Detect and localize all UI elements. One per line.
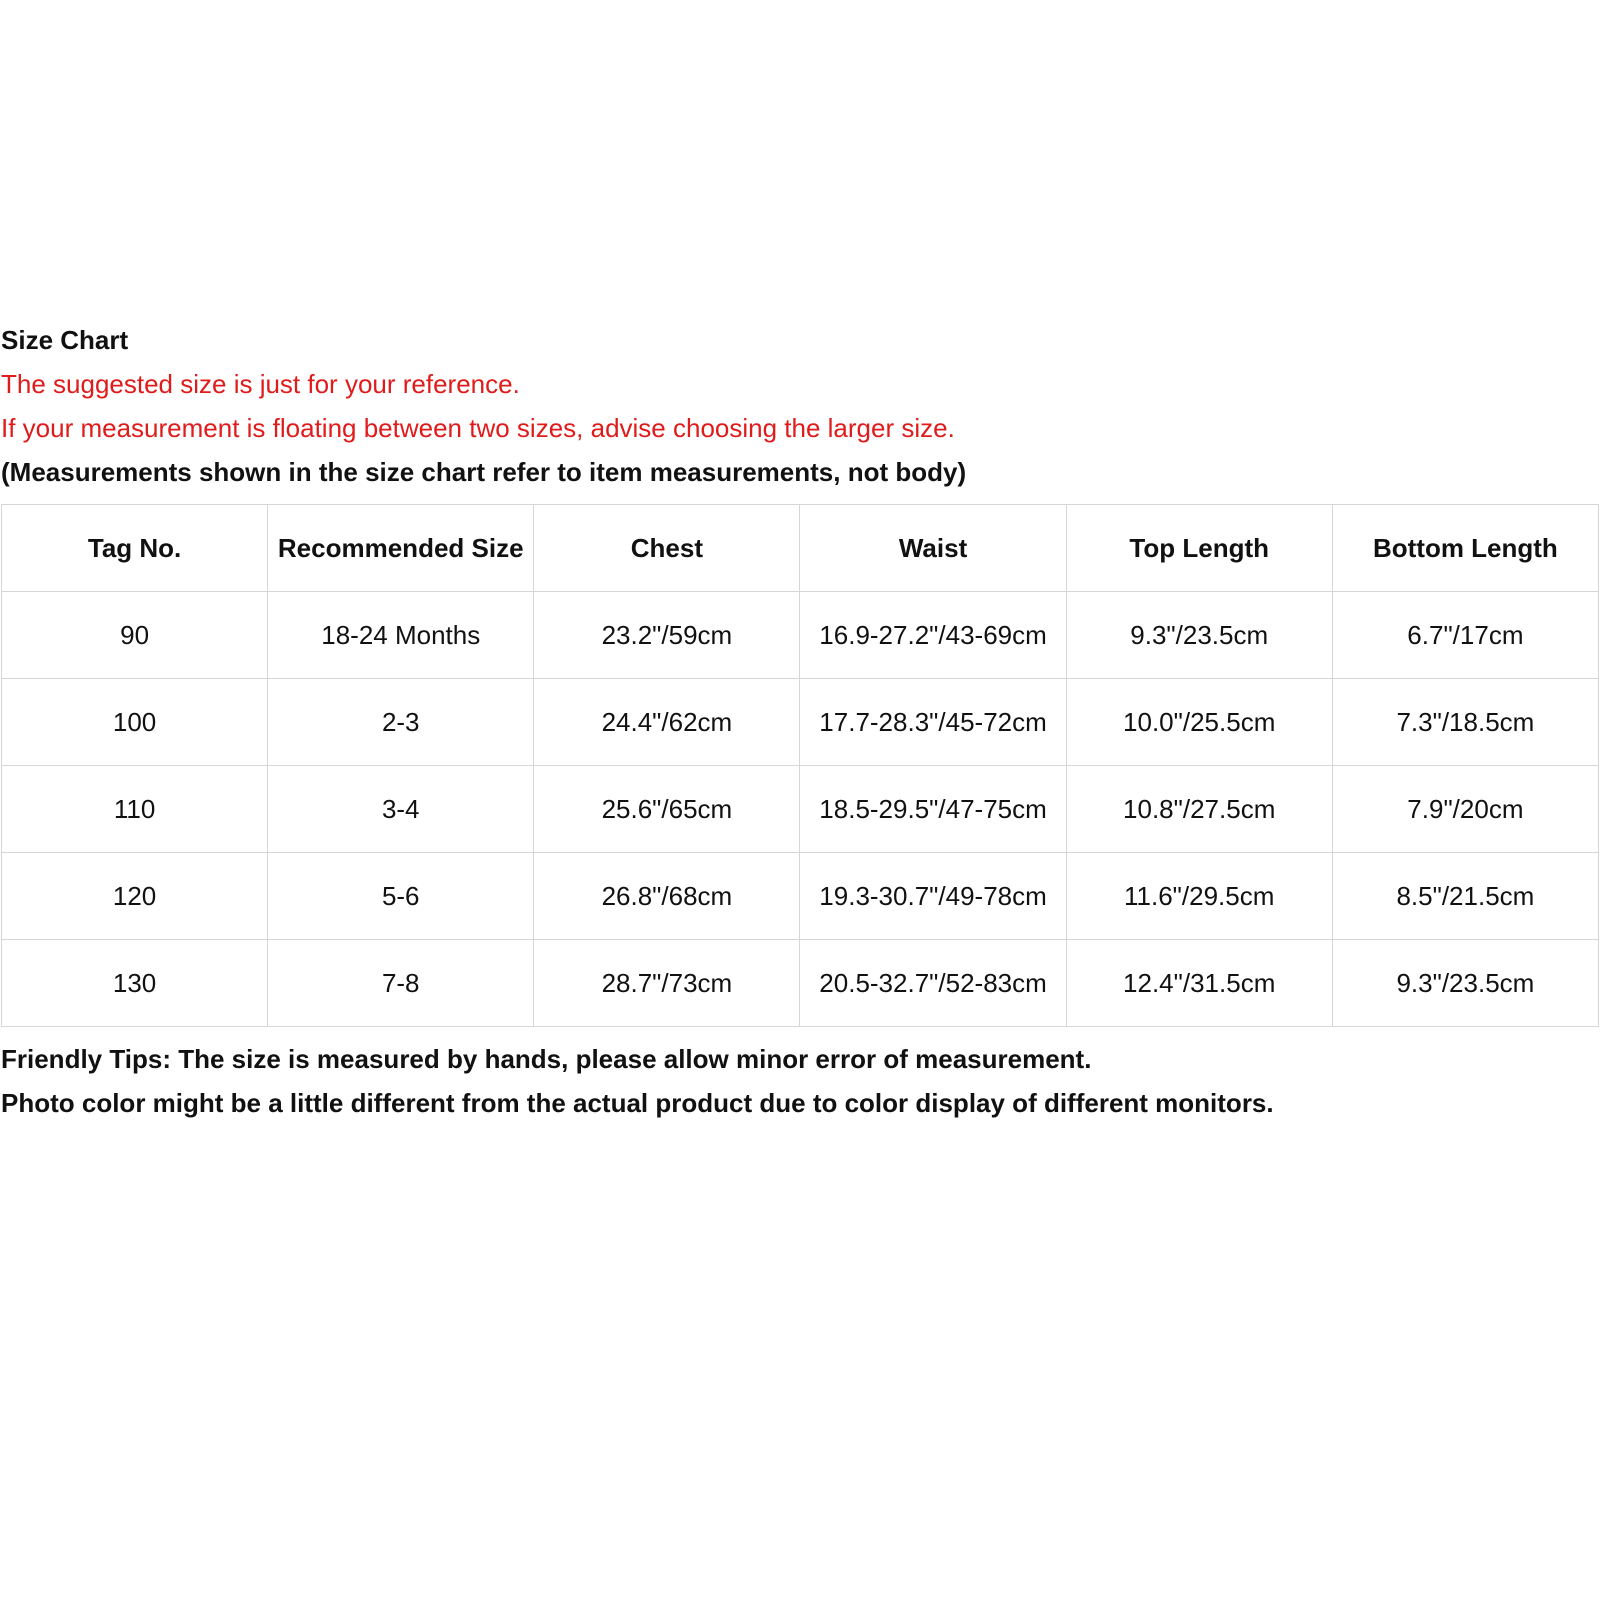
reference-note: The suggested size is just for your reference. — [1, 369, 520, 399]
cell-tag-no: 120 — [2, 853, 268, 940]
cell-chest: 24.4"/62cm — [534, 679, 800, 766]
cell-bottom-length: 7.3"/18.5cm — [1332, 679, 1598, 766]
cell-top-length: 10.0"/25.5cm — [1066, 679, 1332, 766]
column-header-waist: Waist — [800, 505, 1066, 592]
cell-waist: 19.3-30.7"/49-78cm — [800, 853, 1066, 940]
cell-tag-no: 130 — [2, 940, 268, 1027]
cell-top-length: 9.3"/23.5cm — [1066, 592, 1332, 679]
cell-waist: 16.9-27.2"/43-69cm — [800, 592, 1066, 679]
cell-chest: 25.6"/65cm — [534, 766, 800, 853]
table-row — [2, 853, 1599, 940]
cell-bottom-length: 9.3"/23.5cm — [1332, 940, 1598, 1027]
cell-bottom-length: 8.5"/21.5cm — [1332, 853, 1598, 940]
cell-waist: 17.7-28.3"/45-72cm — [800, 679, 1066, 766]
measurement-disclaimer: (Measurements shown in the size chart refer to item measurements, not body) — [1, 457, 967, 487]
column-header-top-length: Top Length — [1066, 505, 1332, 592]
column-header-chest: Chest — [534, 505, 800, 592]
cell-waist: 18.5-29.5"/47-75cm — [800, 766, 1066, 853]
column-header-tag-no: Tag No. — [2, 505, 268, 592]
larger-size-advice: If your measurement is floating between two sizes, advise choosing the larger size. — [1, 413, 955, 443]
size-table — [1, 504, 1599, 1027]
size-chart-section — [1, 318, 1599, 1125]
cell-bottom-length: 6.7"/17cm — [1332, 592, 1598, 679]
cell-tag-no: 100 — [2, 679, 268, 766]
cell-tag-no: 110 — [2, 766, 268, 853]
table-row — [2, 940, 1599, 1027]
friendly-tips — [1, 1037, 1599, 1125]
cell-top-length: 11.6"/29.5cm — [1066, 853, 1332, 940]
cell-chest: 28.7"/73cm — [534, 940, 800, 1027]
cell-top-length: 10.8"/27.5cm — [1066, 766, 1332, 853]
tip-photo-color: Photo color might be a little different from the actual product due to color display of different monitors. — [1, 1088, 1274, 1118]
cell-recommended-size: 7-8 — [268, 940, 534, 1027]
table-header-row — [2, 505, 1599, 592]
cell-recommended-size: 5-6 — [268, 853, 534, 940]
table-row — [2, 592, 1599, 679]
cell-recommended-size: 2-3 — [268, 679, 534, 766]
cell-chest: 23.2"/59cm — [534, 592, 800, 679]
table-row — [2, 766, 1599, 853]
cell-recommended-size: 18-24 Months — [268, 592, 534, 679]
cell-recommended-size: 3-4 — [268, 766, 534, 853]
cell-waist: 20.5-32.7"/52-83cm — [800, 940, 1066, 1027]
cell-tag-no: 90 — [2, 592, 268, 679]
column-header-recommended-size: Recommended Size — [268, 505, 534, 592]
table-row — [2, 679, 1599, 766]
cell-chest: 26.8"/68cm — [534, 853, 800, 940]
cell-bottom-length: 7.9"/20cm — [1332, 766, 1598, 853]
cell-top-length: 12.4"/31.5cm — [1066, 940, 1332, 1027]
tip-measured-by-hands: Friendly Tips: The size is measured by hands, please allow minor error of measurement. — [1, 1044, 1092, 1074]
column-header-bottom-length: Bottom Length — [1332, 505, 1598, 592]
size-chart-title: Size Chart — [1, 325, 129, 355]
